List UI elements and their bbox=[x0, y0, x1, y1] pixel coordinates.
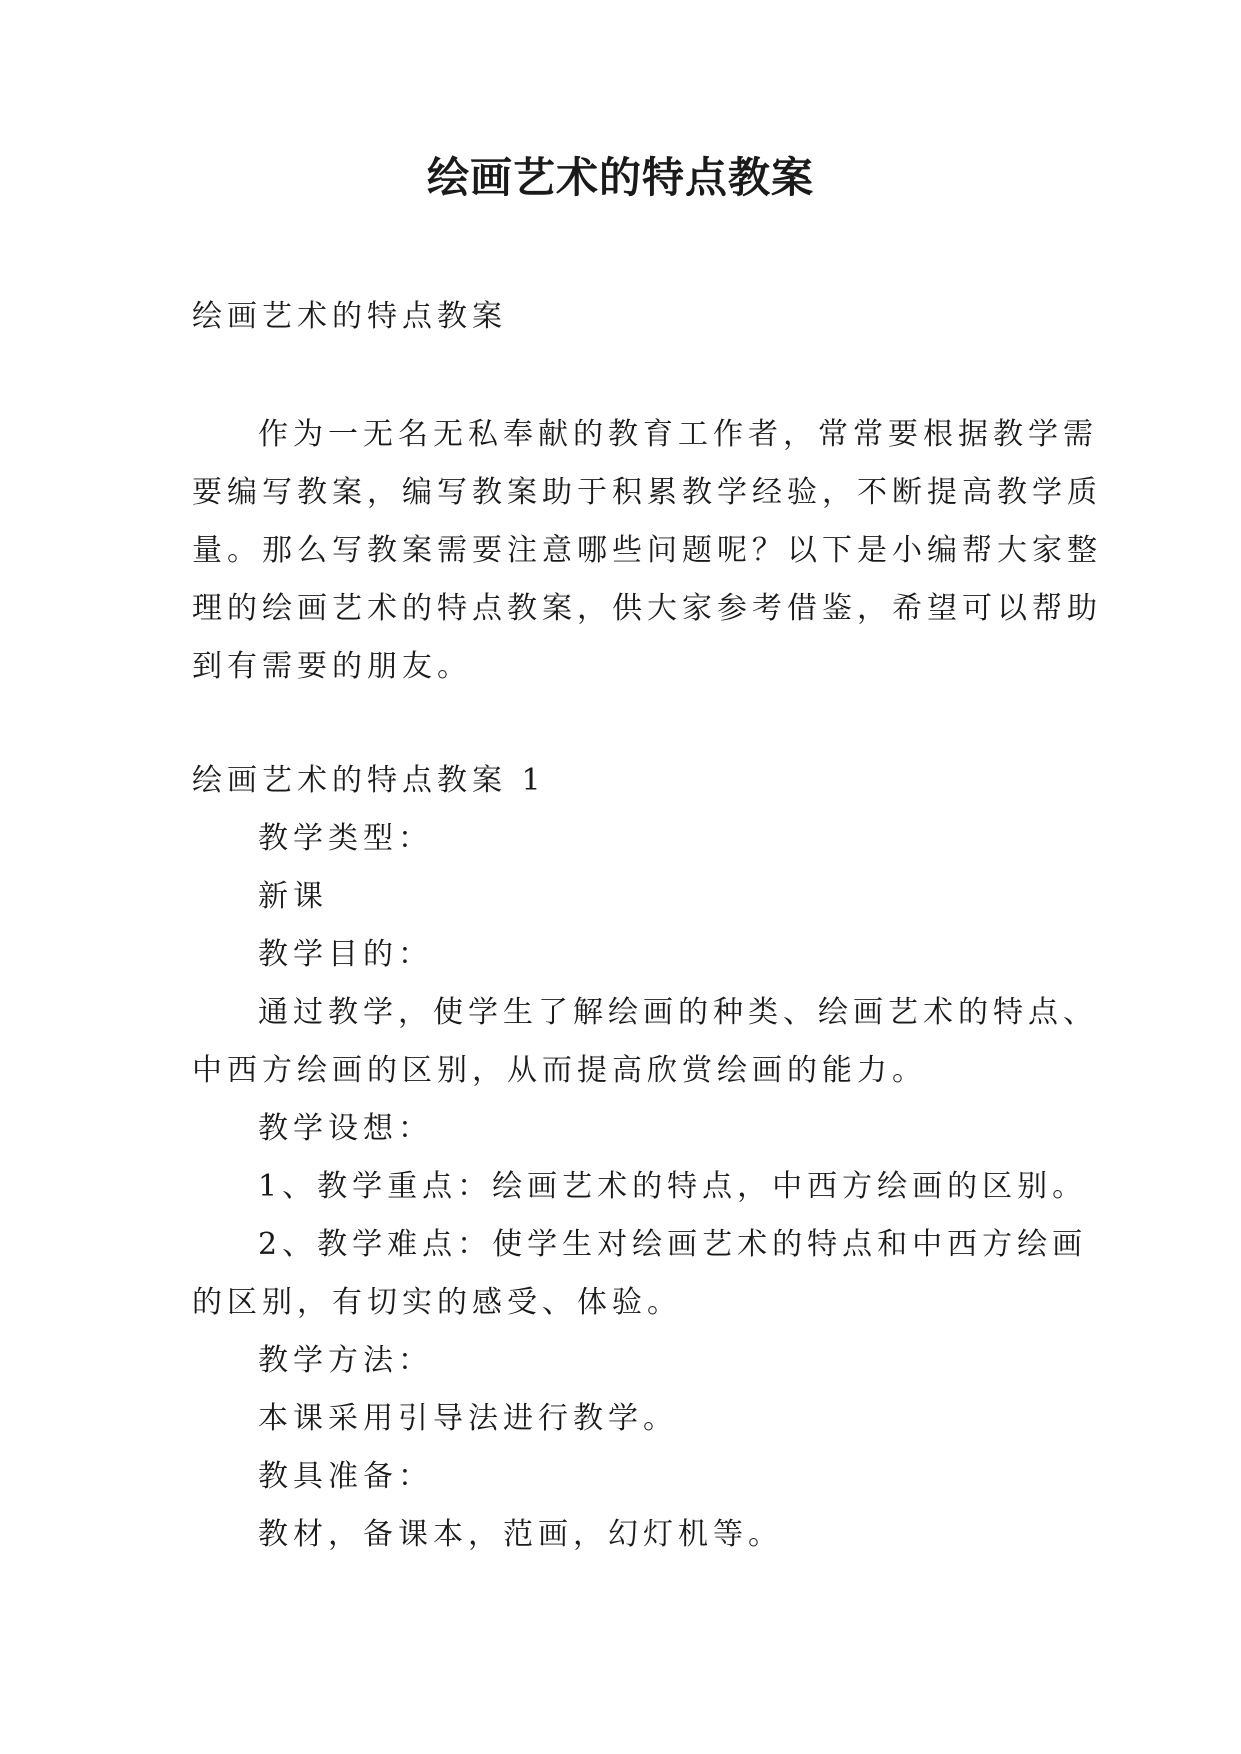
teaching-method-value: 本课采用引导法进行教学。 bbox=[258, 1401, 678, 1436]
intro-line: 量。那么写教案需要注意哪些问题呢？以下是小编帮大家整 bbox=[192, 533, 1102, 568]
key-point: 1、教学重点：绘画艺术的特点，中西方绘画的区别。 bbox=[258, 1169, 1088, 1204]
teaching-type-value: 新课 bbox=[258, 879, 328, 914]
difficult-point-line: 的区别，有切实的感受、体验。 bbox=[192, 1285, 682, 1320]
teaching-goal-label: 教学目的： bbox=[258, 937, 433, 972]
document-title: 绘画艺术的特点教案 bbox=[426, 153, 814, 202]
intro-line: 理的绘画艺术的特点教案，供大家参考借鉴，希望可以帮助 bbox=[192, 591, 1102, 626]
intro-paragraph bbox=[192, 406, 1102, 696]
spacer bbox=[192, 696, 1062, 752]
teaching-goal-line: 中西方绘画的区别，从而提高欣赏绘画的能力。 bbox=[192, 1053, 927, 1088]
intro-line: 要编写教案，编写教案助于积累教学经验，不断提高教学质 bbox=[192, 475, 1102, 510]
spacer bbox=[192, 346, 1062, 406]
intro-line: 到有需要的朋友。 bbox=[192, 649, 472, 684]
intro-line: 作为一无名无私奉献的教育工作者，常常要根据教学需 bbox=[258, 417, 1098, 452]
teaching-type-label: 教学类型： bbox=[258, 821, 433, 856]
teaching-idea-label: 教学设想： bbox=[258, 1111, 433, 1146]
teaching-method-label: 教学方法： bbox=[258, 1343, 433, 1378]
document-body bbox=[192, 288, 1102, 1564]
teaching-goal-line: 通过教学，使学生了解绘画的种类、绘画艺术的特点、 bbox=[258, 995, 1098, 1030]
document-subtitle: 绘画艺术的特点教案 bbox=[192, 299, 507, 334]
teaching-tools-value: 教材，备课本，范画，幻灯机等。 bbox=[258, 1517, 783, 1552]
teaching-tools-label: 教具准备： bbox=[258, 1459, 433, 1494]
section-heading: 绘画艺术的特点教案 1 bbox=[192, 763, 546, 798]
difficult-point-line: 2、教学难点：使学生对绘画艺术的特点和中西方绘画 bbox=[258, 1227, 1088, 1262]
